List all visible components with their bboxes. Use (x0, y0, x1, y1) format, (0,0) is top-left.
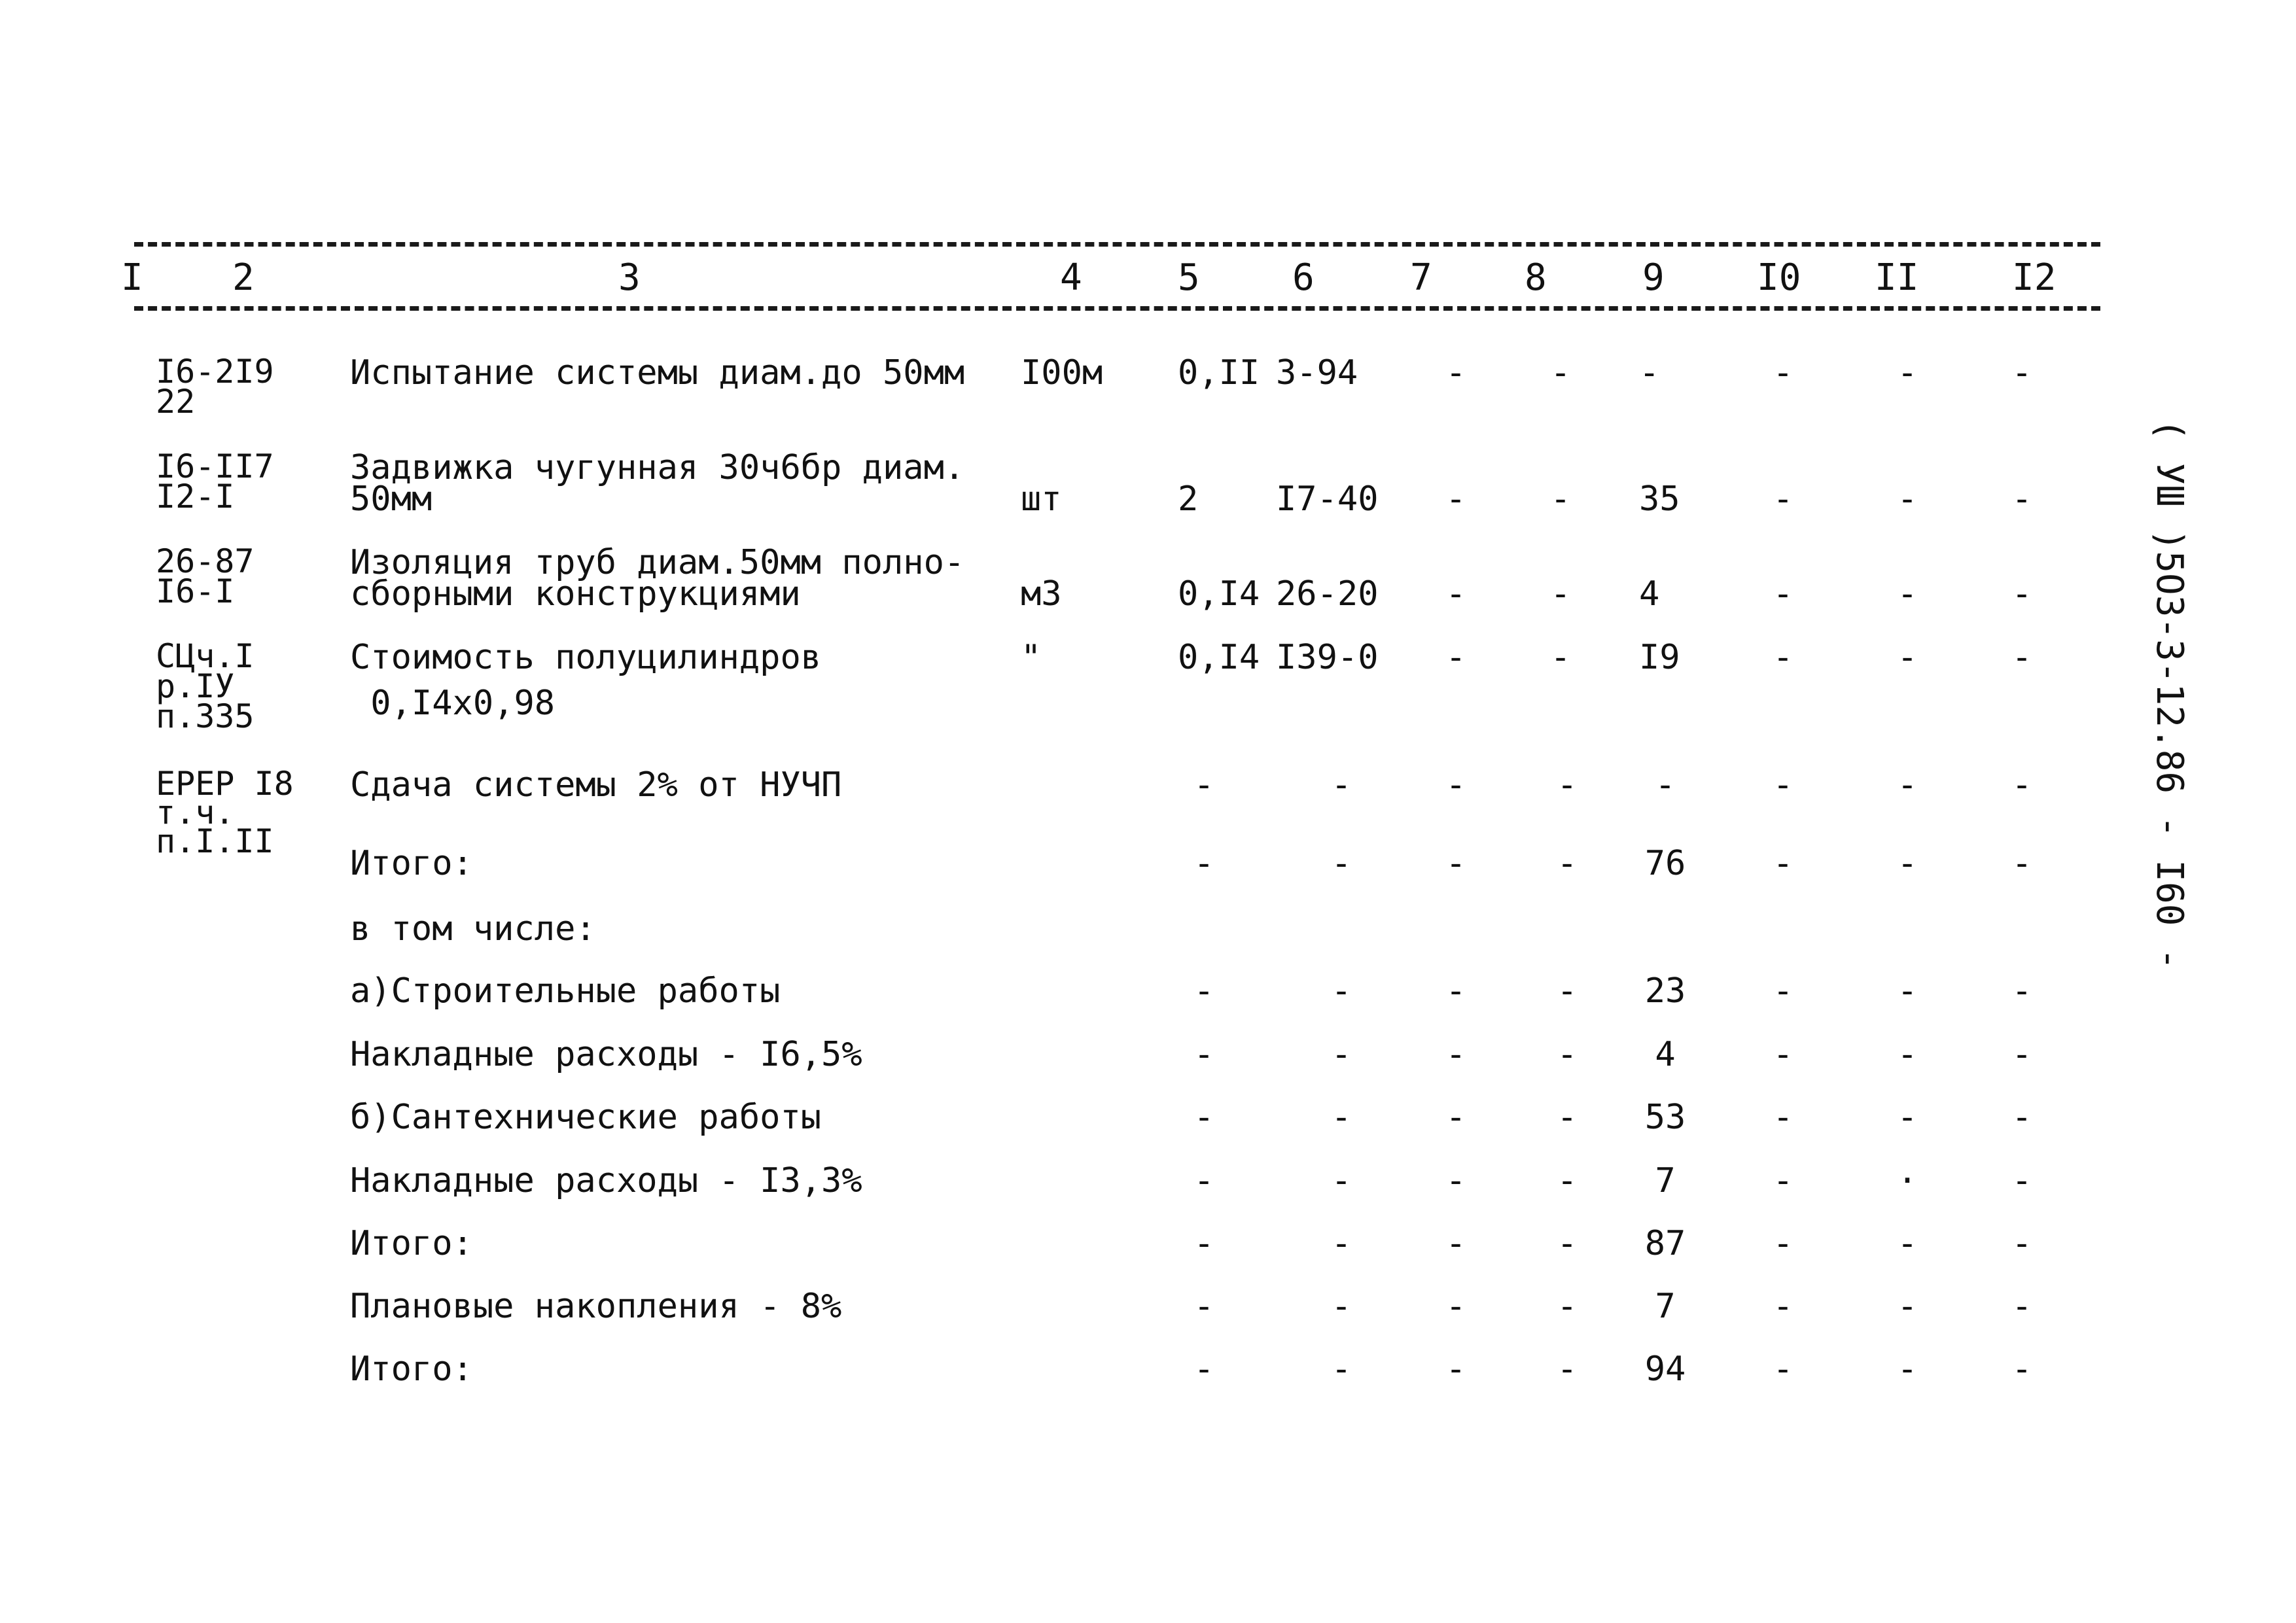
row-col-5: 0,II (1178, 353, 1260, 393)
row-col-8: - (1550, 638, 1571, 677)
summary-col-10: - (1773, 1098, 1793, 1137)
row-code: 26-87 (156, 542, 255, 580)
summary-col-6: - (1331, 1350, 1352, 1389)
summary-col-12: - (2011, 971, 2032, 1011)
row-unit: I00м (1021, 353, 1103, 393)
summary-col-10: - (1773, 1287, 1793, 1326)
summary-col-5: - (1193, 1287, 1214, 1326)
summary-col-6: - (1331, 765, 1352, 805)
row-col-11: - (1897, 353, 1918, 393)
summary-col-6: - (1331, 844, 1352, 883)
side-stamp (2143, 419, 2195, 970)
row-col-7: - (1445, 480, 1466, 519)
summary-col-6: - (1331, 1035, 1352, 1074)
row-col-11: - (1897, 638, 1918, 677)
summary-col-5: - (1193, 1098, 1214, 1137)
row-col-10: - (1773, 638, 1793, 677)
row-col-12: - (2011, 574, 2032, 614)
header-col-9: 9 (1642, 256, 1665, 299)
summary-label: б)Сантехнические работы (350, 1098, 822, 1137)
summary-col-7: - (1445, 1098, 1466, 1137)
summary-col-12: - (2011, 1035, 2032, 1074)
summary-col-6: - (1331, 1161, 1352, 1200)
summary-col-11: - (1897, 844, 1918, 883)
summary-label: Итого: (350, 1224, 473, 1263)
row-code: I2-I (156, 478, 235, 515)
row-col-12: - (2011, 480, 2032, 519)
summary-col-11: - (1897, 1098, 1918, 1137)
row-col-8: - (1550, 480, 1571, 519)
summary-col-8: - (1557, 1287, 1578, 1326)
row-code: п.335 (156, 697, 255, 735)
summary-col-9: - (1655, 765, 1676, 805)
summary-col-10: - (1773, 1035, 1793, 1074)
summary-col-12: - (2011, 1224, 2032, 1263)
summary-col-8: - (1557, 765, 1578, 805)
row-col-12: - (2011, 638, 2032, 677)
row-description: Стоимость полуцилиндров (350, 638, 822, 677)
summary-col-7: - (1445, 971, 1466, 1011)
row-col-7: - (1445, 638, 1466, 677)
row-col-11: - (1897, 480, 1918, 519)
header-col-12: I2 (2012, 256, 2057, 299)
summary-label: в том числе: (350, 909, 596, 949)
summary-col-9: 7 (1655, 1161, 1676, 1200)
summary-col-8: - (1557, 971, 1578, 1011)
summary-col-8: - (1557, 1161, 1578, 1200)
summary-col-5: - (1193, 765, 1214, 805)
summary-label: Накладные расходы - I3,3% (350, 1161, 862, 1200)
summary-col-5: - (1193, 971, 1214, 1011)
row-col-9: - (1639, 353, 1660, 393)
row-description: Испытание системы диам.до 50мм (350, 353, 965, 393)
row-col-5: 0,I4 (1178, 638, 1260, 677)
header-col-3: 3 (618, 256, 641, 299)
header-top-rule (134, 242, 2100, 247)
row-code: СЦч.I (156, 637, 255, 675)
summary-col-9: 94 (1644, 1350, 1686, 1389)
row-description: 50мм (350, 480, 433, 519)
summary-col-7: - (1445, 1287, 1466, 1326)
row-code: 22 (156, 383, 196, 421)
header-col-2: 2 (232, 256, 255, 299)
row-code: I6-II7 (156, 447, 274, 485)
summary-col-6: - (1331, 971, 1352, 1011)
summary-col-8: - (1557, 844, 1578, 883)
summary-col-11: - (1897, 971, 1918, 1011)
summary-col-11: · (1897, 1161, 1918, 1200)
summary-col-7: - (1445, 844, 1466, 883)
summary-col-5: - (1193, 1161, 1214, 1200)
row-col-11: - (1897, 574, 1918, 614)
summary-col-9: 4 (1655, 1035, 1676, 1074)
summary-col-8: - (1557, 1035, 1578, 1074)
summary-col-12: - (2011, 1350, 2032, 1389)
summary-col-9: 23 (1644, 971, 1686, 1011)
row-col-8: - (1550, 574, 1571, 614)
summary-code: ЕРЕР I8 (156, 765, 294, 803)
summary-col-7: - (1445, 1161, 1466, 1200)
summary-col-6: - (1331, 1098, 1352, 1137)
summary-label: Сдача системы 2% от НУЧП (350, 765, 842, 805)
row-description: 0,I4x0,98 (350, 684, 556, 723)
row-col-6: 26-20 (1276, 574, 1379, 614)
summary-col-12: - (2011, 844, 2032, 883)
summary-col-10: - (1773, 1224, 1793, 1263)
row-col-7: - (1445, 574, 1466, 614)
side-label: ( УШ )5ОЗ-3-12.86 - I60 - (2148, 419, 2191, 970)
row-col-5: 2 (1178, 480, 1199, 519)
summary-col-8: - (1557, 1098, 1578, 1137)
summary-col-12: - (2011, 1098, 2032, 1137)
row-col-5: 0,I4 (1178, 574, 1260, 614)
summary-col-10: - (1773, 765, 1793, 805)
row-code: р.IУ (156, 667, 235, 705)
row-col-9: 4 (1639, 574, 1660, 614)
header-col-4: 4 (1060, 256, 1082, 299)
summary-label: Плановые накопления - 8% (350, 1287, 842, 1326)
summary-col-12: - (2011, 1287, 2032, 1326)
summary-col-9: 53 (1644, 1098, 1686, 1137)
summary-label: а)Строительные работы (350, 971, 781, 1011)
summary-col-5: - (1193, 1224, 1214, 1263)
summary-col-9: 7 (1655, 1287, 1676, 1326)
row-col-10: - (1773, 480, 1793, 519)
summary-col-11: - (1897, 1035, 1918, 1074)
summary-col-10: - (1773, 844, 1793, 883)
row-col-12: - (2011, 353, 2032, 393)
header-col-6: 6 (1292, 256, 1315, 299)
summary-col-6: - (1331, 1287, 1352, 1326)
summary-label: Накладные расходы - I6,5% (350, 1035, 862, 1074)
summary-col-8: - (1557, 1350, 1578, 1389)
summary-code: т.ч. (156, 794, 235, 831)
summary-col-10: - (1773, 1161, 1793, 1200)
row-code: I6-2I9 (156, 353, 274, 391)
row-description: сборными конструкциями (350, 574, 801, 614)
summary-col-7: - (1445, 1224, 1466, 1263)
header-col-11: II (1875, 256, 1919, 299)
summary-code: п.I.II (156, 822, 274, 860)
row-col-6: I39-0 (1276, 638, 1379, 677)
row-code: I6-I (156, 572, 235, 610)
summary-col-11: - (1897, 1350, 1918, 1389)
row-col-6: I7-40 (1276, 480, 1379, 519)
summary-label: Итого: (350, 1350, 473, 1389)
row-col-10: - (1773, 574, 1793, 614)
header-col-7: 7 (1410, 256, 1432, 299)
row-col-10: - (1773, 353, 1793, 393)
summary-col-6: - (1331, 1224, 1352, 1263)
summary-col-9: 76 (1644, 844, 1686, 883)
summary-col-7: - (1445, 765, 1466, 805)
summary-label: Итого: (350, 844, 473, 883)
summary-col-12: - (2011, 765, 2032, 805)
header-col-5: 5 (1178, 256, 1200, 299)
summary-col-11: - (1897, 1287, 1918, 1326)
row-description: Изоляция труб диам.50мм полно- (350, 543, 965, 582)
row-col-9: 35 (1639, 480, 1680, 519)
row-col-8: - (1550, 353, 1571, 393)
row-col-6: 3-94 (1276, 353, 1358, 393)
summary-col-5: - (1193, 1035, 1214, 1074)
summary-col-11: - (1897, 765, 1918, 805)
row-unit: м3 (1021, 574, 1062, 614)
summary-col-10: - (1773, 1350, 1793, 1389)
header-col-8: 8 (1525, 256, 1547, 299)
summary-col-10: - (1773, 971, 1793, 1011)
summary-col-5: - (1193, 844, 1214, 883)
header-col-10: I0 (1757, 256, 1801, 299)
summary-col-9: 87 (1644, 1224, 1686, 1263)
summary-col-7: - (1445, 1350, 1466, 1389)
summary-col-11: - (1897, 1224, 1918, 1263)
row-description: Задвижка чугунная 30ч6бр диам. (350, 448, 965, 487)
row-unit: " (1021, 638, 1042, 677)
summary-col-8: - (1557, 1224, 1578, 1263)
summary-col-12: - (2011, 1161, 2032, 1200)
header-col-1: I (121, 256, 143, 299)
row-col-7: - (1445, 353, 1466, 393)
summary-col-7: - (1445, 1035, 1466, 1074)
row-unit: шт (1021, 480, 1062, 519)
header-bottom-rule (134, 306, 2100, 311)
row-col-9: I9 (1639, 638, 1680, 677)
summary-col-5: - (1193, 1350, 1214, 1389)
